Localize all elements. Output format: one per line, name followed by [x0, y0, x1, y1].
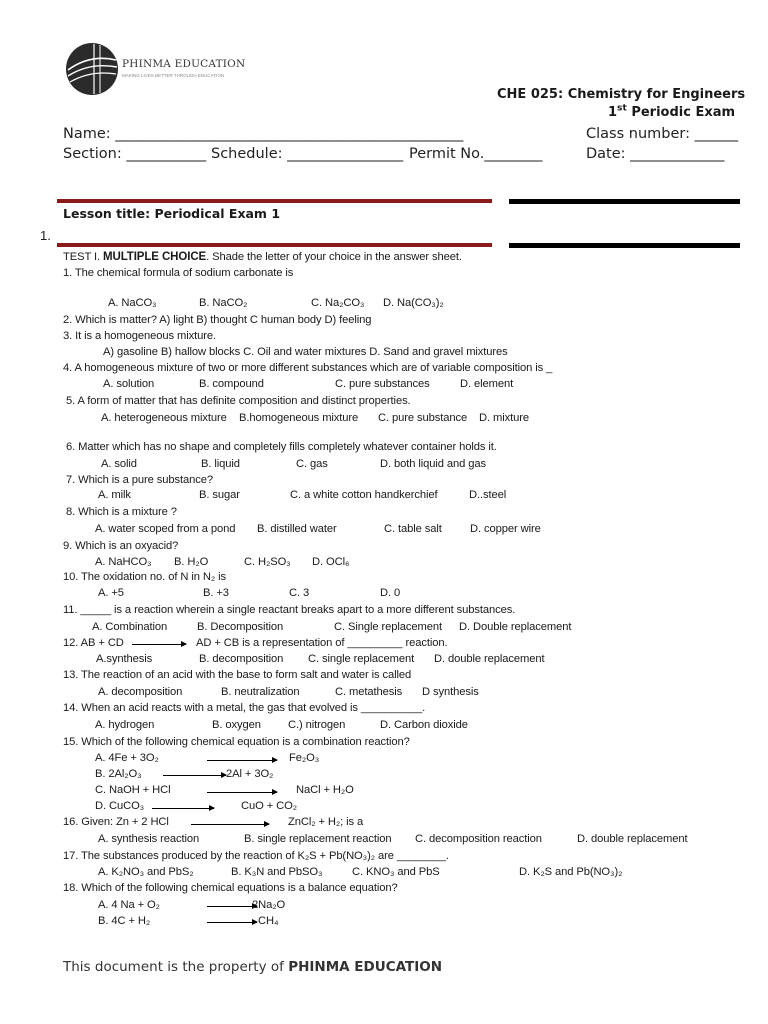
question-12-products: AD + CB is a representation of _________ reaction.: [196, 637, 448, 649]
q10-option-a: A. +5: [98, 587, 124, 599]
q16-option-a: A. synthesis reaction: [98, 833, 200, 845]
q15-option-b-reactants: B. 2Al₂O₃: [95, 768, 142, 780]
q15-option-b-arrow: [163, 775, 226, 776]
course-title: CHE 025: Chemistry for Engineers: [497, 87, 746, 102]
q6-option-a: A. solid: [101, 458, 137, 470]
q1-option-a: A. NaCO₃: [108, 297, 157, 309]
q15-option-a-arrow: [207, 760, 277, 761]
q15-option-c-arrow: [207, 792, 277, 793]
name-field[interactable]: Name: ________________________________________________: [63, 126, 464, 142]
q12-option-a: A.synthesis: [96, 653, 153, 665]
question-8: 8. Which is a mixture ?: [66, 506, 177, 518]
q15-option-c-products: NaCl + H₂O: [296, 784, 354, 796]
top-black-rule: [509, 199, 740, 204]
test-instructions: [63, 251, 462, 263]
q8-option-b: B. distilled water: [257, 523, 337, 535]
q18-option-a-reactants: A. 4 Na + O₂: [98, 899, 160, 911]
q9-option-d: D. OCl₆: [312, 556, 350, 568]
q17-option-c: C. KNO₃ and PbS: [352, 866, 440, 878]
q14-option-a: A. hydrogen: [95, 719, 155, 731]
q11-option-d: D. Double replacement: [459, 621, 572, 633]
logo: [64, 40, 246, 98]
q13-option-b: B. neutralization: [221, 686, 300, 698]
q15-option-d-arrow: [152, 808, 214, 809]
q1-option-d: D. Na(CO₃)₂: [383, 297, 444, 309]
logo-name: PHINMA EDUCATION: [122, 58, 246, 70]
q15-option-a-products: Fe₂O₃: [289, 752, 320, 764]
q15-option-d-products: CuO + CO₂: [241, 800, 297, 812]
q5-option-d: D. mixture: [479, 412, 529, 424]
q7-option-a: A. milk: [98, 489, 131, 501]
bottom-red-rule: [57, 243, 492, 247]
q4-option-a: A. solution: [103, 378, 155, 390]
question-5: 5. A form of matter that has definite composition and distinct properties.: [66, 395, 411, 407]
logo-tagline: MAKING LIVES BETTER THROUGH EDUCATION: [122, 73, 225, 78]
footer-text: This document is the property of: [63, 959, 289, 975]
top-red-rule: [57, 199, 492, 203]
question-10: 10. The oxidation no. of N in N₂ is: [63, 571, 226, 583]
question-17: 17. The substances produced by the reaction of K₂S + Pb(NO₃)₂ are ________.: [63, 850, 449, 862]
schedule-field[interactable]: Schedule: ________________: [211, 146, 404, 162]
q18-option-b-arrow: [207, 922, 257, 923]
q14-option-d: D. Carbon dioxide: [380, 719, 468, 731]
q3-options: A) gasoline B) hallow blocks C. Oil and water mixtures D. Sand and gravel mixtures: [103, 346, 508, 358]
q6-option-b: B. liquid: [201, 458, 240, 470]
q4-option-d: D. element: [460, 378, 514, 390]
q5-option-b: B.homogeneous mixture: [239, 412, 359, 424]
bottom-black-rule: [509, 243, 740, 248]
question-7: 7. Which is a pure substance?: [66, 474, 213, 486]
q4-option-b: B. compound: [199, 378, 264, 390]
q17-option-a: A. K₂NO₃ and PbS₂: [98, 866, 194, 878]
question-15: 15. Which of the following chemical equation is a combination reaction?: [63, 736, 410, 748]
exam-title: [608, 105, 735, 120]
q11-option-b: B. Decomposition: [197, 621, 284, 633]
q10-option-b: B. +3: [203, 587, 229, 599]
question-11: 11. _____ is a reaction wherein a single reactant breaks apart to a more different substances.: [63, 604, 516, 616]
question-16-products: ZnCl₂ + H₂; is a: [288, 816, 364, 828]
q7-option-b: B. sugar: [199, 489, 240, 501]
question-13: 13. The reaction of an acid with the base to form salt and water is called: [63, 669, 412, 681]
q17-option-b: B. K₃N and PbSO₃: [231, 866, 323, 878]
q18-option-a-arrow: [207, 906, 257, 907]
question-18: 18. Which of the following chemical equations is a balance equation?: [63, 882, 398, 894]
date-field[interactable]: Date: _____________: [586, 146, 725, 162]
footer-brand: PHINMA EDUCATION: [288, 959, 443, 975]
q9-option-a: A. NaHCO₃: [95, 556, 152, 568]
exam-number-suffix: st: [617, 103, 627, 114]
q18-option-b-reactants: B. 4C + H₂: [98, 915, 151, 927]
q15-option-d-reactants: D. CuCO₃: [95, 800, 145, 812]
q5-option-c: C. pure substance: [378, 412, 468, 424]
question-9: 9. Which is an oxyacid?: [63, 540, 179, 552]
item-number: 1.: [40, 228, 51, 243]
q7-option-d: D..steel: [469, 489, 507, 501]
exam-number: 1: [608, 105, 618, 120]
q4-option-c: C. pure substances: [335, 378, 430, 390]
question-6: 6. Matter which has no shape and completely fills completely whatever container holds it.: [66, 441, 497, 453]
question-1: 1. The chemical formula of sodium carbonate is: [63, 267, 294, 279]
q12-option-c: C. single replacement: [308, 653, 415, 665]
q10-option-d: D. 0: [380, 587, 401, 599]
question-2: 2. Which is matter? A) light B) thought C human body D) feeling: [63, 314, 372, 326]
q13-option-d: D synthesis: [422, 686, 479, 698]
q16-arrow: [191, 824, 269, 825]
q5-option-a: A. heterogeneous mixture: [101, 412, 227, 424]
q8-option-c: C. table salt: [384, 523, 442, 535]
q17-option-d: D. K₂S and Pb(NO₃)₂: [519, 866, 623, 878]
q11-option-c: C. Single replacement: [334, 621, 442, 633]
test-instruction-text: . Shade the letter of your choice in the answer sheet.: [206, 251, 462, 263]
q14-option-c: C.) nitrogen: [288, 719, 346, 731]
test-type: MULTIPLE CHOICE: [103, 251, 207, 263]
class-number-field[interactable]: Class number: ______: [586, 126, 739, 142]
q1-option-b: B. NaCO₂: [199, 297, 248, 309]
q6-option-d: D. both liquid and gas: [380, 458, 487, 470]
permit-field[interactable]: Permit No.________: [409, 146, 543, 162]
q1-option-c: C. Na₂CO₃: [311, 297, 365, 309]
q12-option-d: D. double replacement: [434, 653, 545, 665]
lesson-title: Lesson title: Periodical Exam 1: [63, 206, 281, 221]
q12-option-b: B. decomposition: [199, 653, 284, 665]
test-prefix: TEST I.: [63, 251, 101, 263]
question-4: 4. A homogeneous mixture of two or more different substances which are of variable composition is _: [63, 362, 553, 374]
q7-option-c: C. a white cotton handkerchief: [290, 489, 438, 501]
question-16-reactants: 16. Given: Zn + 2 HCl: [63, 816, 169, 828]
q13-option-c: C. metathesis: [335, 686, 403, 698]
q16-option-c: C. decomposition reaction: [415, 833, 542, 845]
q10-option-c: C. 3: [289, 587, 310, 599]
q8-option-d: D. copper wire: [470, 523, 541, 535]
q9-option-b: B. H₂O: [174, 556, 209, 568]
section-field[interactable]: Section: ___________: [63, 146, 207, 162]
q18-option-a-products: 2Na₂O: [252, 899, 286, 911]
q13-option-a: A. decomposition: [98, 686, 183, 698]
question-12-reactants: 12. AB + CD: [63, 637, 124, 649]
phinma-logo-icon: [64, 40, 120, 98]
q8-option-a: A. water scoped from a pond: [95, 523, 236, 535]
q9-option-c: C. H₂SO₃: [244, 556, 291, 568]
q6-option-c: C. gas: [296, 458, 328, 470]
exam-title-rest: Periodic Exam: [626, 105, 736, 120]
question-3: 3. It is a homogeneous mixture.: [63, 330, 216, 342]
q16-option-d: D. double replacement: [577, 833, 688, 845]
footer-note: [63, 959, 442, 975]
q16-option-b: B. single replacement reaction: [244, 833, 392, 845]
question-14: 14. When an acid reacts with a metal, the gas that evolved is __________.: [63, 702, 426, 714]
q12-arrow: [132, 644, 186, 645]
q15-option-a-reactants: A. 4Fe + 3O₂: [95, 752, 159, 764]
q11-option-a: A. Combination: [92, 621, 168, 633]
q15-option-b-products: 2Al + 3O₂: [226, 768, 274, 780]
q15-option-c-reactants: C. NaOH + HCl: [95, 784, 171, 796]
q18-option-b-products: CH₄: [258, 915, 279, 927]
q14-option-b: B. oxygen: [212, 719, 261, 731]
